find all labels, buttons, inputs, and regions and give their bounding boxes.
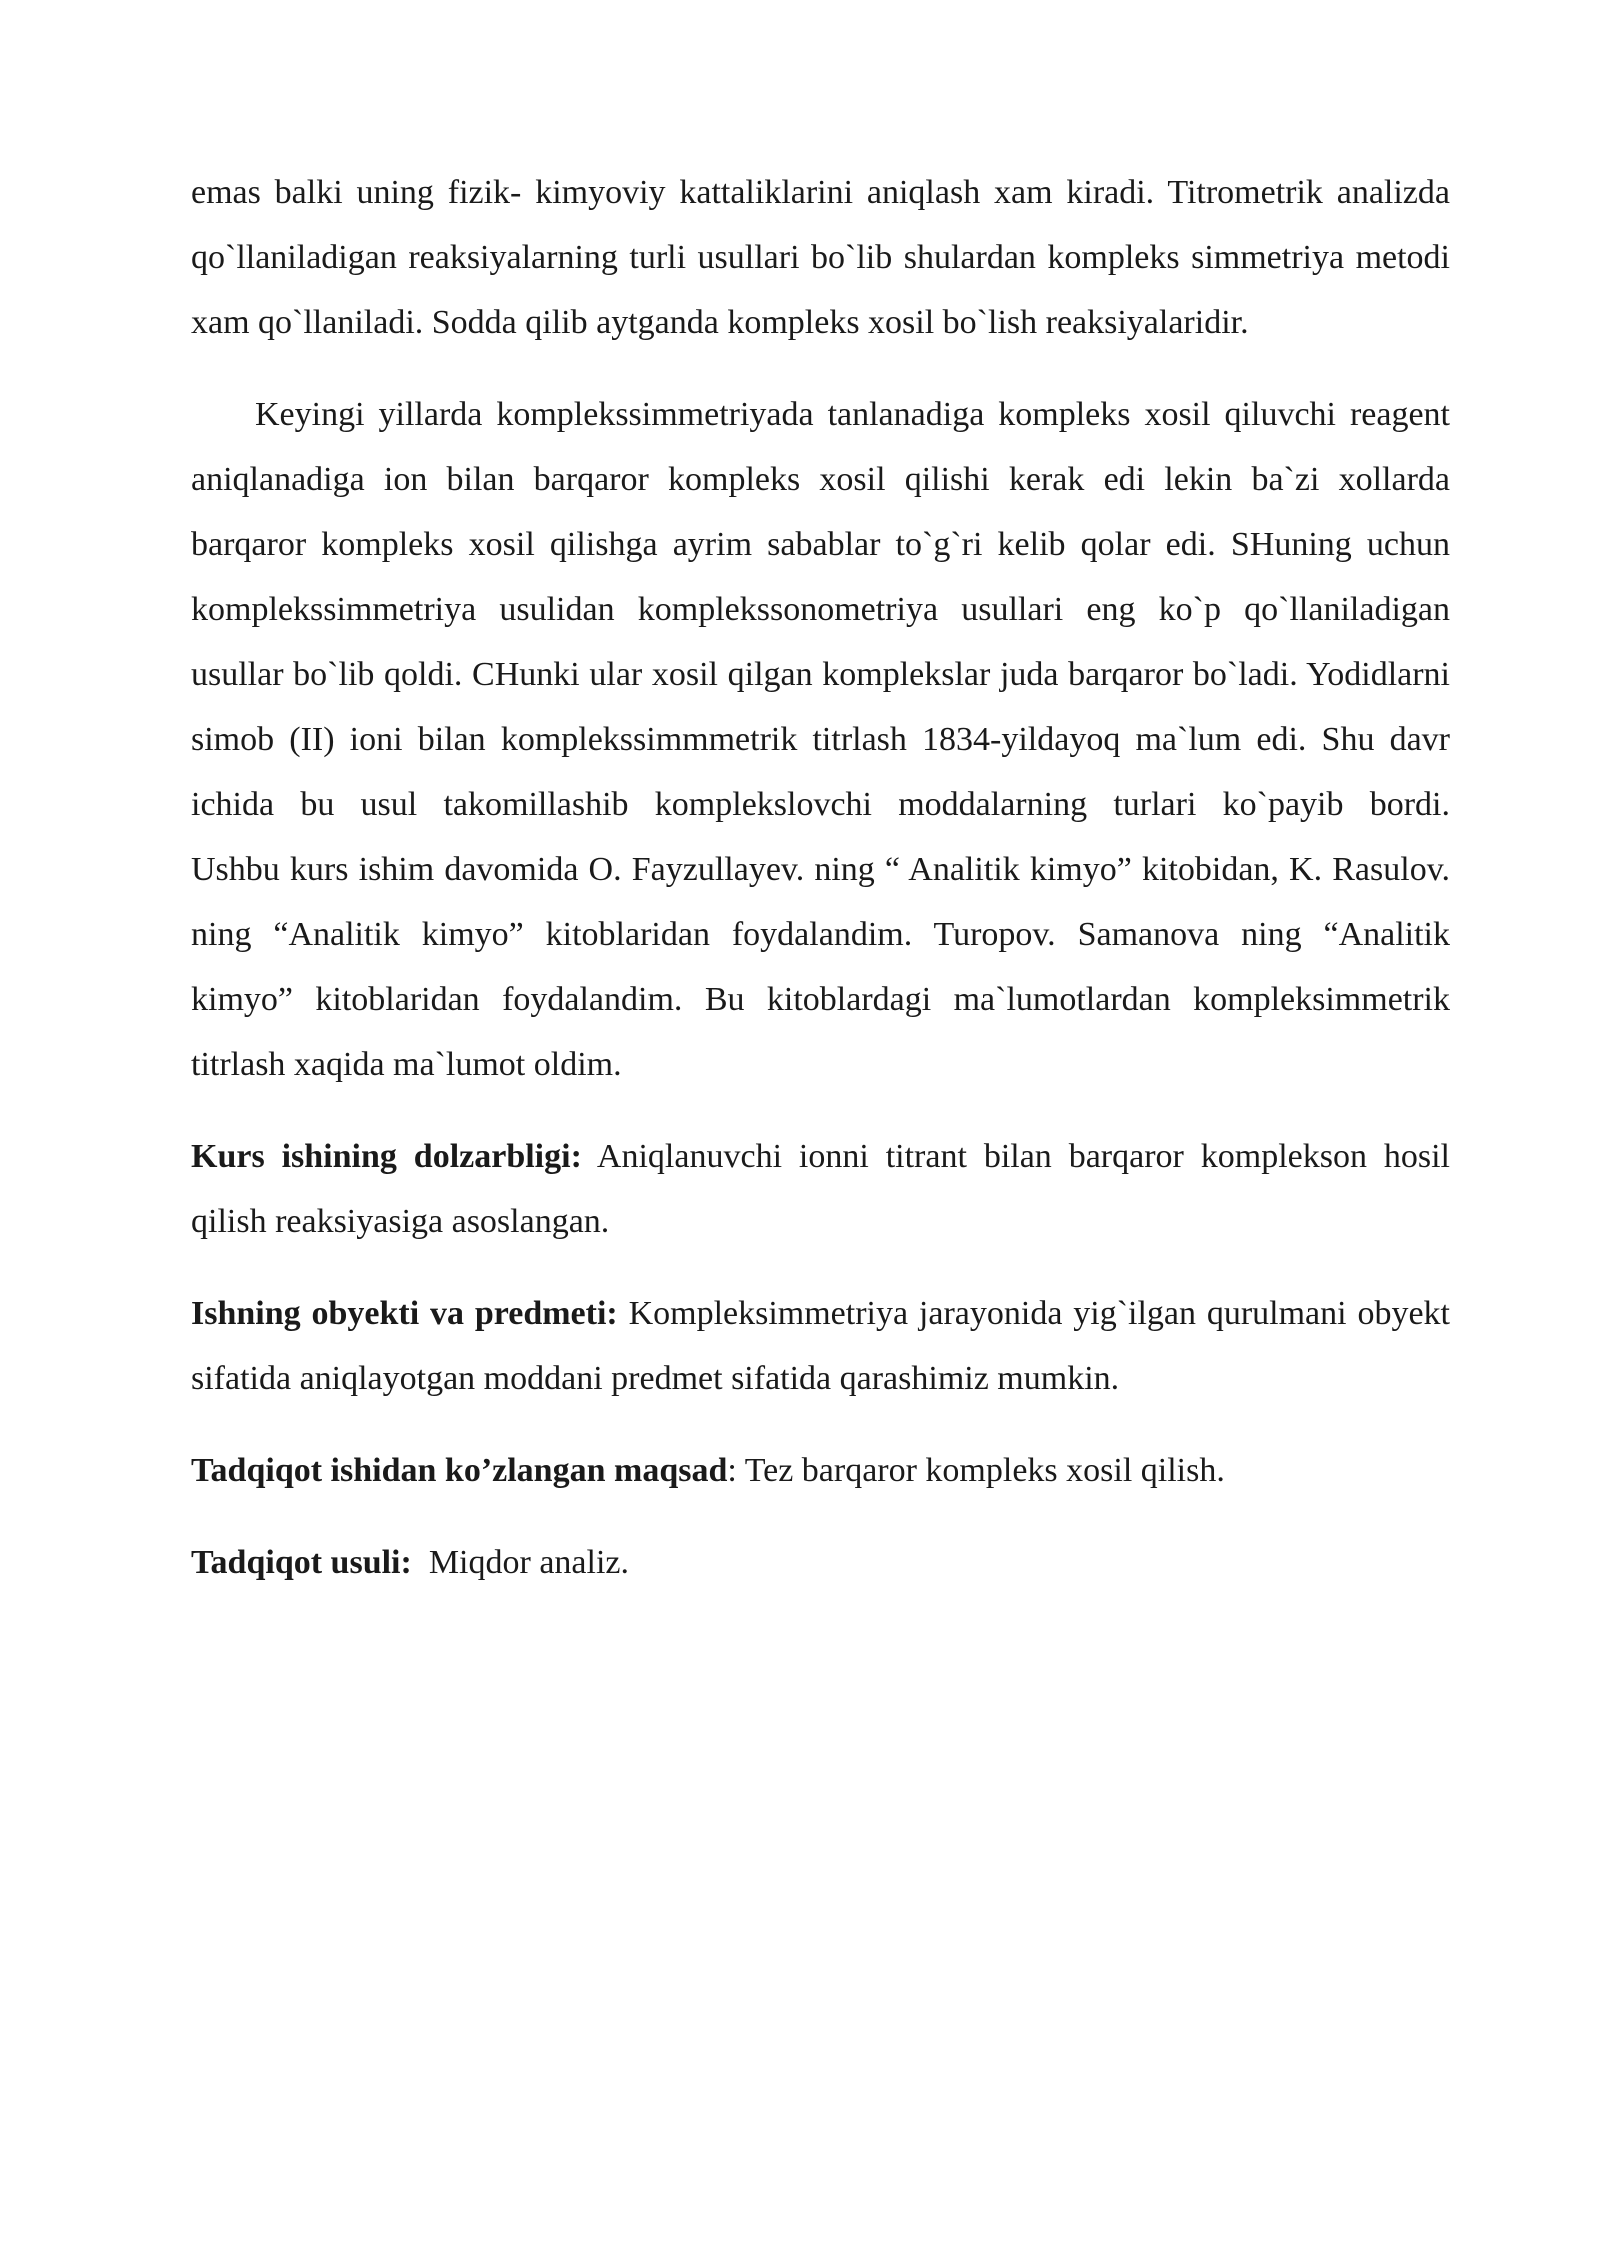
- paragraph-sources-text: Ushbu kurs ishim davomida O. Fayzullayev. ning “ Analitik kimyo” kitobidan, K. Rasulov. ning “Analitik kimyo” kitoblaridan foydalandim. Turopov. Samanova ning “Analitik kimyo” kitoblaridan foydalandim. Bu kitoblardagi ma`lumotlardan kompleksimmetrik titrlash xaqida ma`lumot oldim.: [191, 851, 1450, 1083]
- goal-section: [191, 1438, 1450, 1503]
- document-body: [191, 160, 1450, 1622]
- object-subject-label: Ishning obyekti va predmeti:: [191, 1295, 618, 1332]
- relevance-label: Kurs ishining dolzarbligi:: [191, 1138, 582, 1175]
- method-label: Tadqiqot usuli:: [191, 1544, 412, 1581]
- paragraph-intro: emas balki uning fizik- kimyoviy kattaliklarini aniqlash xam kiradi. Titrometrik analizda qo`llaniladigan reaksiyalarning turli usullari bo`lib shulardan kompleks simmetriya metodi xam qo`llaniladi. Sodda qilib aytganda kompleks xosil bo`lish reaksiyalaridir.: [191, 174, 1450, 341]
- object-subject-section: [191, 1281, 1450, 1411]
- object-subject-text: Kompleksimmetriya jarayonida yig`ilgan qurulmani obyekt sifatida aniqlayotgan moddani predmet sifatida qarashimiz mumkin.: [191, 1295, 1450, 1397]
- relevance-text: Aniqlanuvchi ionni titrant bilan barqaror komplekson hosil qilish reaksiyasiga asoslangan.: [191, 1138, 1450, 1240]
- paragraph-history: [191, 382, 1450, 1097]
- method-text: Miqdor analiz.: [411, 1544, 629, 1581]
- goal-label: Tadqiqot ishidan ko’zlangan maqsad: [191, 1452, 728, 1489]
- paragraph-history-text: Keyingi yillarda komplekssimmetriyada tanlanadiga kompleks xosil qiluvchi reagent aniqlanadiga ion bilan barqaror kompleks xosil qilishi kerak edi lekin ba`zi xollarda barqaror kompleks xosil qilishga ayrim sabablar to`g`ri kelib qolar edi. SHuning uchun komplekssimmetriya usulidan komplekssonometriya usullari eng ko`p qo`llaniladigan usullar bo`lib qoldi. CHunki ular xosil qilgan komplekslar juda barqaror bo`ladi. Yodidlarni simob (II) ioni bilan komplekssimmmetrik titrlash 1834-yildayoq ma`lum edi. Shu davr ichida bu usul takomillashib komplekslovchi moddalarning turlari ko`payib bordi.: [191, 396, 1450, 823]
- goal-text: : Tez barqaror kompleks xosil qilish.: [727, 1452, 1225, 1489]
- relevance-section: [191, 1124, 1450, 1254]
- method-section: [191, 1530, 1450, 1595]
